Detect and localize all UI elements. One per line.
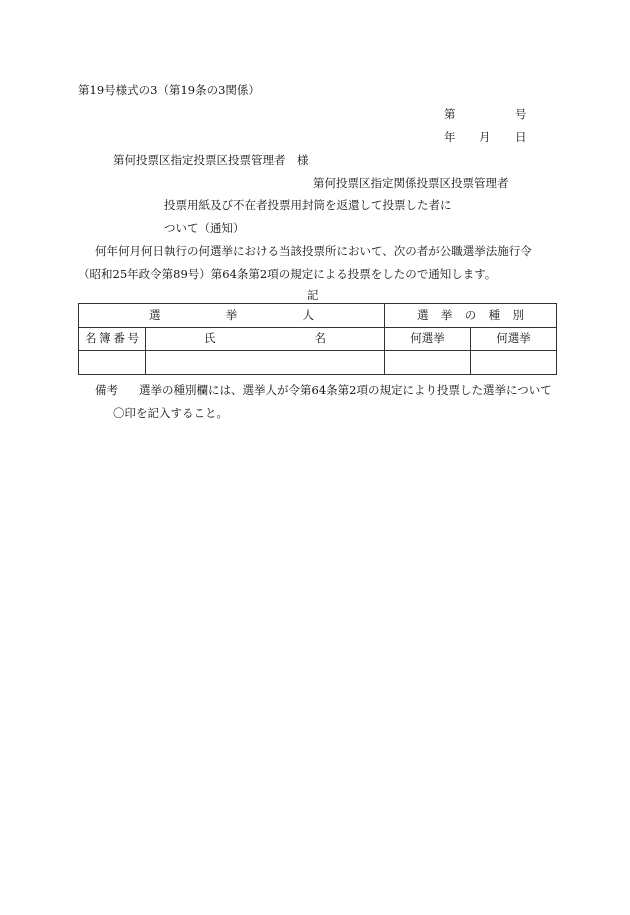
header-type-char: 選 — [417, 307, 429, 322]
remarks-line-1: 選挙の種別欄には、選挙人が令第64条第2項の規定により投票した選挙について — [139, 383, 552, 397]
col-election-2: 何選挙 — [471, 328, 557, 351]
body-line-2: （昭和25年政令第89号）第64条第2項の規定による投票をしたので通知します。 — [78, 267, 497, 281]
number-prefix: 第 — [444, 107, 456, 121]
body-line-1: 何年何月何日執行の何選挙における当該投票所において、次の者が公職選挙法施行令 — [95, 244, 532, 258]
name-char: 名 — [314, 331, 326, 346]
header-type-char: 種 — [488, 307, 501, 322]
subject-line-2: ついて（通知） — [164, 221, 245, 235]
cell-register-number[interactable] — [79, 351, 146, 375]
header-voter — [79, 304, 385, 328]
number-suffix: 号 — [515, 107, 527, 121]
voter-table — [78, 303, 557, 375]
sender: 第何投票区指定関係投票区投票管理者 — [313, 176, 509, 190]
remarks-label: 備考 — [95, 383, 118, 397]
date-year: 年 — [444, 130, 456, 144]
cell-election-2[interactable] — [471, 351, 557, 375]
ki-label: 記 — [307, 288, 319, 302]
header-voter-char: 挙 — [225, 307, 238, 322]
addressee: 第何投票区指定投票区投票管理者 様 — [113, 153, 309, 167]
register-char: 号 — [127, 331, 139, 346]
col-name — [146, 328, 385, 351]
register-char: 簿 — [99, 331, 111, 346]
form-title: 第19号様式の3（第19条の3関係） — [78, 83, 260, 97]
header-election-type — [385, 304, 557, 328]
col-election-1: 何選挙 — [385, 328, 471, 351]
cell-election-1[interactable] — [385, 351, 471, 375]
register-char: 番 — [113, 331, 125, 346]
header-voter-char: 人 — [302, 307, 314, 322]
header-voter-char: 選 — [149, 307, 161, 322]
header-type-char: の — [464, 307, 477, 322]
col-register-number — [79, 328, 146, 351]
date-month: 月 — [479, 130, 491, 144]
register-char: 名 — [85, 331, 97, 346]
cell-name[interactable] — [146, 351, 385, 375]
remarks-line-2: 〇印を記入すること。 — [113, 406, 228, 420]
name-char: 氏 — [204, 331, 216, 346]
subject-line-1: 投票用紙及び不在者投票用封筒を返還して投票した者に — [164, 198, 452, 212]
date-day: 日 — [515, 130, 527, 144]
header-type-char: 挙 — [440, 307, 453, 322]
header-type-char: 別 — [512, 307, 524, 322]
